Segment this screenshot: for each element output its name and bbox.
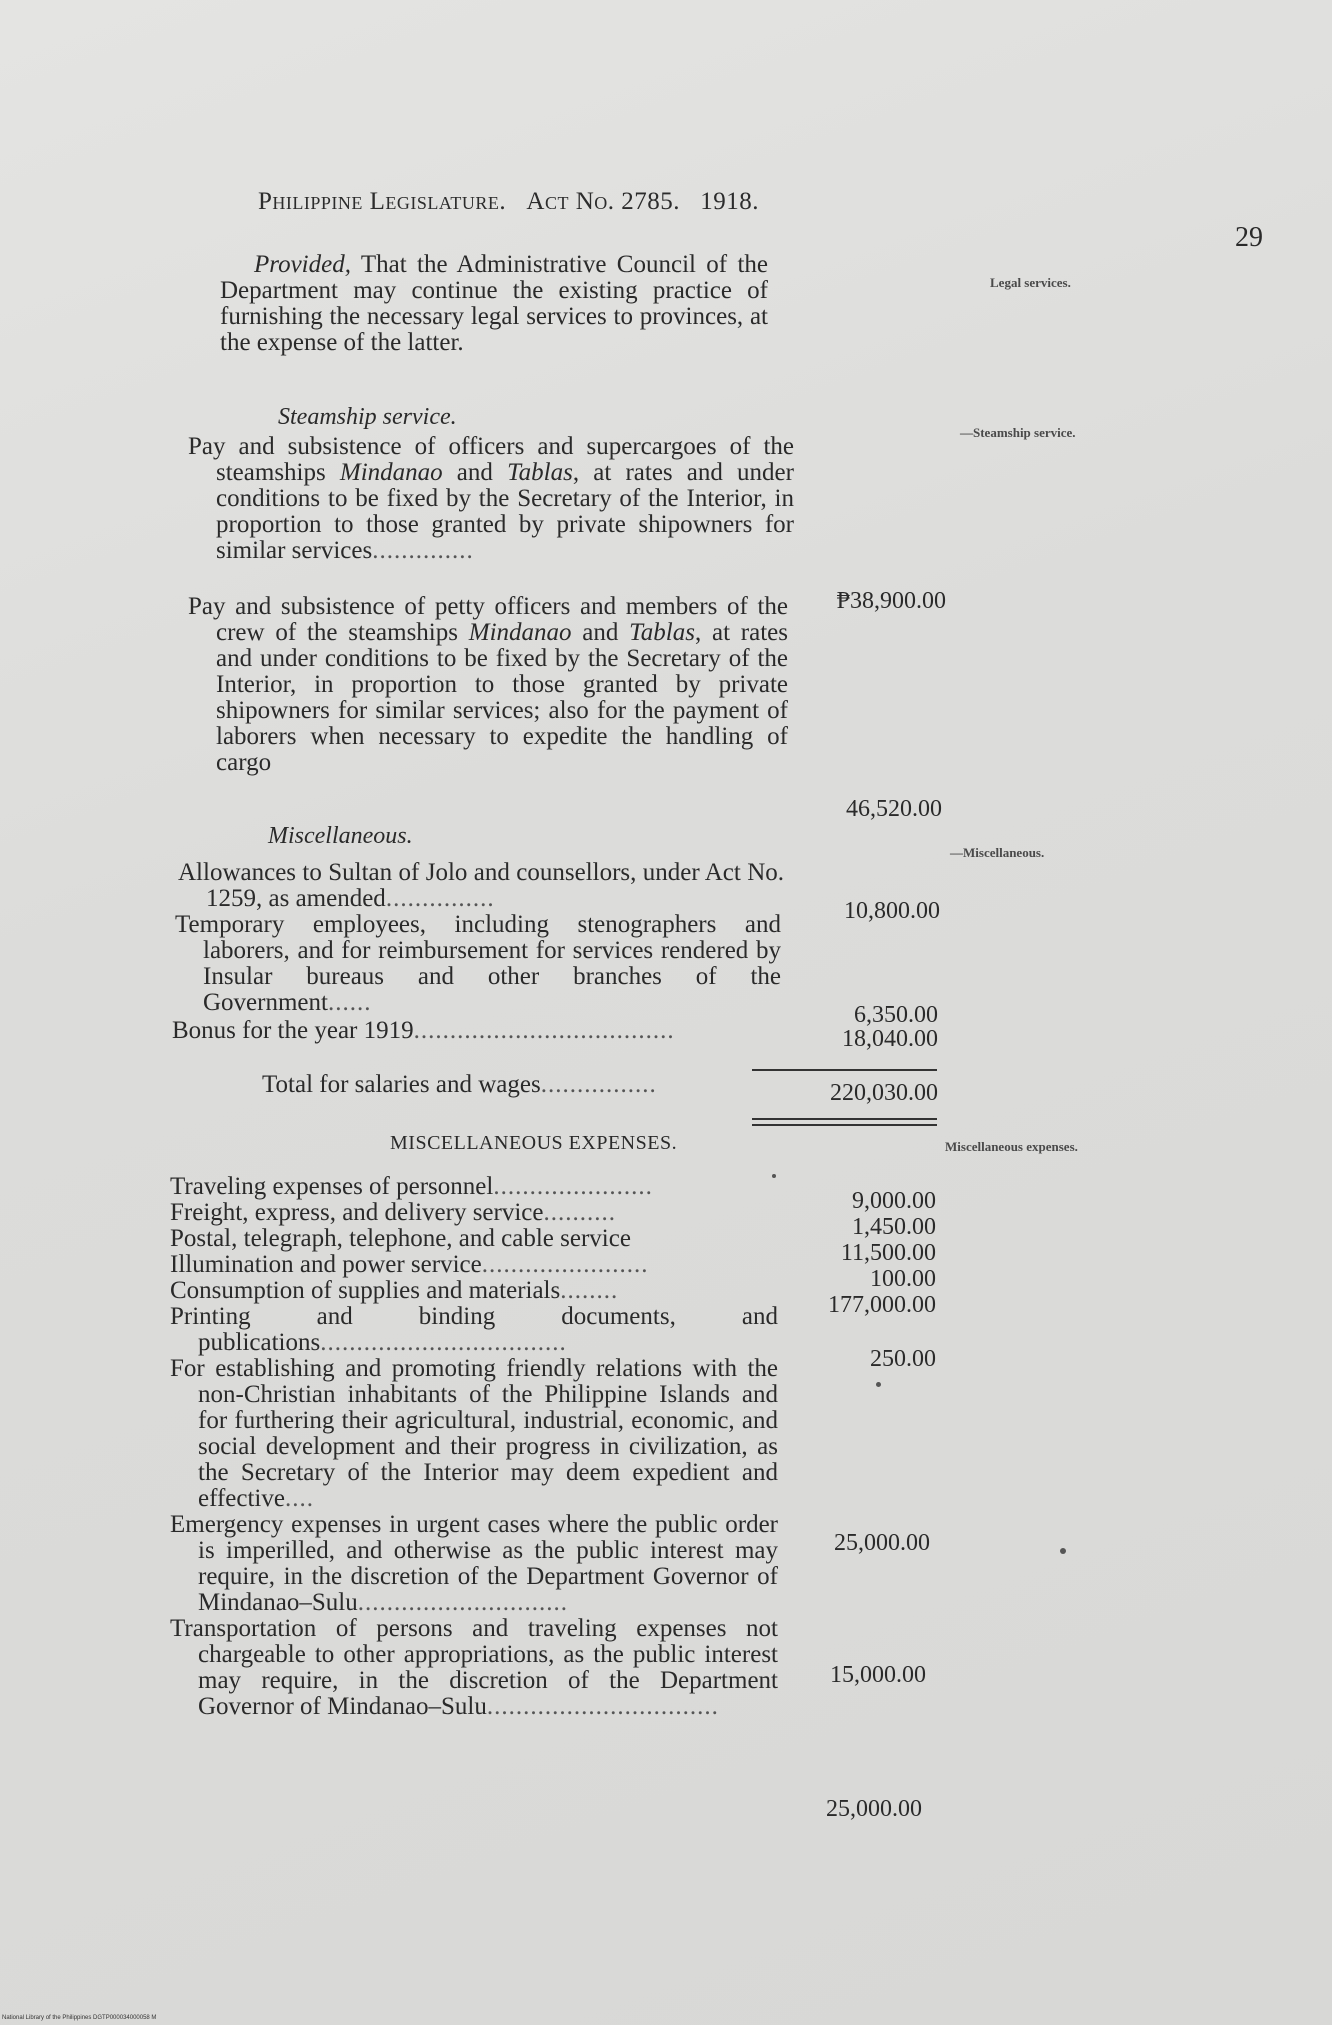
provided-paragraph [220, 252, 768, 356]
item-text: , at rates and under conditions to be fixed by the Secretary of the Interior, in proportion to those granted by private shipowners for similar services [216, 459, 794, 564]
leader-dots: .............. [372, 537, 474, 564]
expense-item [170, 1304, 778, 1356]
margin-note-misc: —Miscellaneous. [950, 845, 1045, 860]
leader-dots: .................................... [413, 1017, 675, 1044]
leader-dots: ........ [560, 1277, 619, 1304]
leader-dots: ............... [385, 885, 495, 912]
provided-lead: Provided, [254, 251, 351, 278]
margin-note-misc-expenses: Miscellaneous expenses. [945, 1139, 1078, 1154]
leader-dots: ................................ [486, 1693, 719, 1720]
steamship-heading: Steamship service. [278, 404, 457, 430]
item-text: Consumption of supplies and materials [170, 1277, 561, 1304]
item-text: For establishing and promoting friendly relations with the non-Christian inhabitants of the Philippine Islands and for furthering their agricultural, industrial, economic, and social development and their progress in civilization, as the Secretary of the Interior may deem expedient and effective [170, 1355, 778, 1512]
expense-item [170, 1616, 778, 1720]
running-header [258, 188, 759, 216]
leader-dots: ...... [327, 989, 372, 1016]
item-text: Pay and subsistence of officers and supercargoes of the steamships [188, 433, 794, 486]
item-text: Pay and subsistence of petty officers and members of the crew of the steamships [188, 593, 788, 646]
item-text: , at rates and under conditions to be fixed by the Secretary of the Interior, in proportion to those granted by private shipowners for similar services; also for the payment of laborers when necessary to expedite the handling of cargo [216, 619, 788, 776]
misc-item-3 [172, 1018, 780, 1044]
steamship-item-1 [188, 434, 794, 564]
expense-item [170, 1512, 778, 1616]
ship-name: Mindanao [339, 459, 443, 486]
item-text: Allowances to Sultan of Jolo and counsellors, under Act No. 1259, as amended [178, 859, 784, 912]
steamship-amount-2: 46,520.00 [846, 796, 942, 822]
expense-item [170, 1200, 778, 1226]
steamship-item-2 [188, 594, 788, 776]
steamship-amount-1: ₱38,900.00 [836, 588, 946, 614]
item-text: Postal, telegraph, telephone, and cable service [170, 1225, 631, 1252]
ship-name: Tablas [507, 459, 573, 486]
item-text: Illumination and power service [170, 1251, 482, 1278]
item-text: Transportation of persons and traveling expenses not chargeable to other appropriations, as the public interest may require, in the discretion of the Department Governor of Mindanao–Sulu [170, 1615, 778, 1720]
margin-note-legal: Legal services. [990, 275, 1071, 290]
expense-amount-3: 100.00 [870, 1266, 936, 1292]
item-text: and [442, 459, 508, 486]
total-rule-bottom-1 [752, 1118, 937, 1120]
scan-speck [1060, 1548, 1066, 1554]
expense-item [170, 1226, 778, 1252]
item-text: and [571, 619, 630, 646]
expense-amount-1: 1,450.00 [852, 1214, 936, 1240]
leader-dots: ................ [540, 1071, 657, 1098]
expense-amount-8: 25,000.00 [826, 1796, 922, 1822]
misc-expenses-list [170, 1173, 778, 1720]
expense-amount-7: 15,000.00 [830, 1662, 926, 1688]
total-line [262, 1072, 657, 1098]
ship-name: Mindanao [468, 619, 572, 646]
header-year: 1918. [700, 188, 760, 215]
ship-name: Tablas [629, 619, 695, 646]
item-text: Bonus for the year 1919 [172, 1017, 414, 1044]
expense-amount-2: 11,500.00 [840, 1240, 936, 1266]
leader-dots: ...................... [493, 1173, 653, 1200]
misc-amount-1: 10,800.00 [844, 898, 940, 924]
misc-heading: Miscellaneous. [268, 823, 413, 849]
total-amount: 220,030.00 [830, 1080, 938, 1106]
expense-amount-0: 9,000.00 [852, 1188, 936, 1214]
expense-amount-5: 250.00 [870, 1346, 936, 1372]
misc-amount-3: 18,040.00 [842, 1026, 938, 1052]
header-act: Act No. 2785. [526, 188, 681, 215]
misc-item-1 [178, 860, 784, 912]
leader-dots: .... [284, 1485, 314, 1512]
expense-item [170, 1174, 778, 1200]
expense-amount-6: 25,000.00 [834, 1530, 930, 1556]
misc-expenses-heading: MISCELLANEOUS EXPENSES. [390, 1132, 678, 1154]
item-text: Temporary employees, including stenographers and laborers, and for reimbursement for services rendered by Insular bureaus and other branches of the Government [175, 911, 781, 1016]
expense-item [170, 1278, 778, 1304]
item-text: Printing and binding documents, and publications [170, 1303, 778, 1356]
misc-item-2 [175, 912, 781, 1016]
margin-note-steamship: —Steamship service. [960, 425, 1076, 440]
misc-amount-2: 6,350.00 [854, 1002, 938, 1028]
expense-item [170, 1356, 778, 1512]
leader-dots: ............................. [357, 1589, 568, 1616]
item-text: Freight, express, and delivery service [170, 1199, 544, 1226]
expense-item [170, 1252, 778, 1278]
scan-speck [876, 1382, 881, 1387]
leader-dots: ....................... [481, 1251, 649, 1278]
provided-text: That the Administrative Council of the Department may continue the existing practice of furnishing the necessary legal services to provinces, at the expense of the latter. [220, 251, 768, 356]
leader-dots: .................................. [320, 1329, 567, 1356]
header-legislature: Philippine Legislature. [258, 188, 507, 215]
scan-speck [772, 1174, 776, 1178]
leader-dots: .......... [543, 1199, 616, 1226]
expense-amount-4: 177,000.00 [828, 1292, 936, 1318]
total-rule-bottom-2 [752, 1124, 937, 1126]
total-label: Total for salaries and wages [262, 1071, 541, 1098]
scan-footer: National Library of the Philippines DGTP000034000058 M [2, 2015, 157, 2021]
total-rule-top [752, 1069, 937, 1071]
item-text: Traveling expenses of personnel [170, 1173, 494, 1200]
item-text: Emergency expenses in urgent cases where the public order is imperilled, and otherwise as the public interest may require, in the discretion of the Department Governor of Mindanao–Sulu [170, 1511, 778, 1616]
page-number: 29 [1235, 222, 1263, 253]
